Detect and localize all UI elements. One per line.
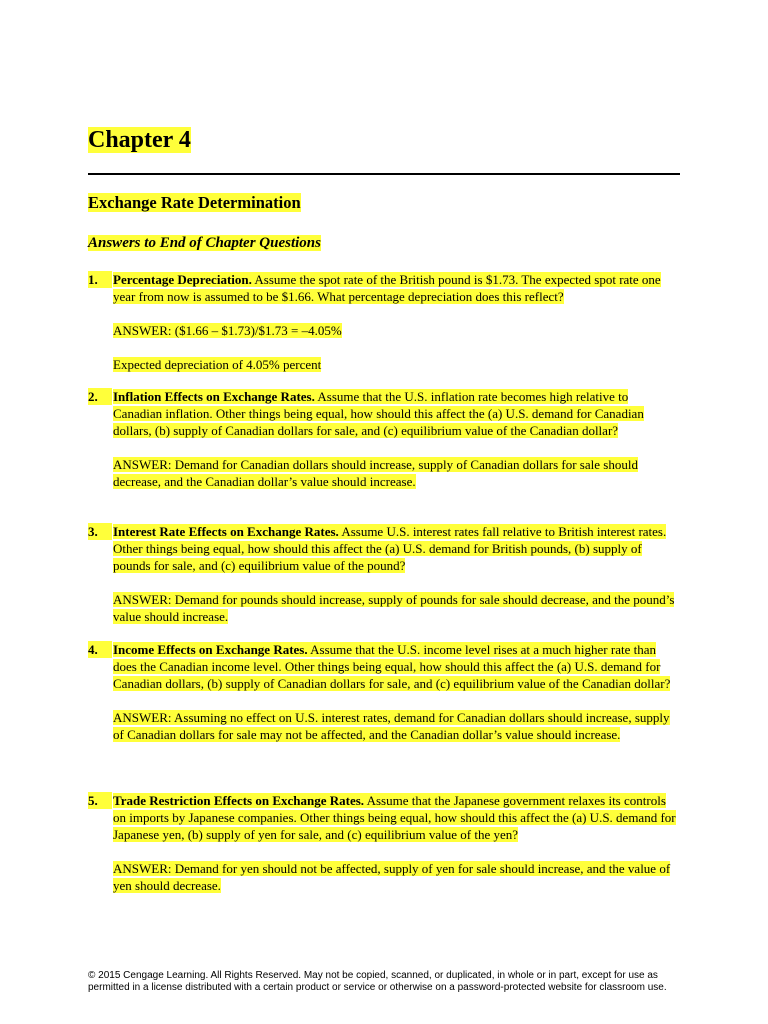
question-number: 4.	[88, 641, 112, 658]
answer: ANSWER: Assuming no effect on U.S. interest rates, demand for Canadian dollars should increase, supply of Canadian dollars for sale may not be affected, and the Canadian dollar’s value should increase.	[113, 710, 670, 742]
question-text: Income Effects on Exchange Rates. Assume that the U.S. income level rises at a much higher rate than does the Canadian income level. Other things being equal, how should this affect the (a) U.S. demand for Canadian dollars, (b) supply of Canadian dollars for sale, and (c) equilibrium value of the Canadian dollar?	[113, 642, 671, 691]
subtitle: Answers to End of Chapter Questions	[88, 235, 321, 251]
question-4	[88, 641, 680, 743]
question-5	[88, 792, 680, 894]
section-title: Exchange Rate Determination	[88, 193, 301, 212]
title-divider	[88, 173, 680, 175]
question-number: 1.	[88, 271, 112, 288]
question-text: Interest Rate Effects on Exchange Rates. Assume U.S. interest rates fall relative to British interest rates. Other things being equal, how should this affect the (a) U.S. demand for British pounds, (b) supply of pounds for sale, and (c) equilibrium value of the pound?	[113, 524, 667, 573]
answer: ANSWER: ($1.66 – $1.73)/$1.73 = –4.05%	[113, 323, 342, 338]
copyright-footer: © 2015 Cengage Learning. All Rights Reserved. May not be copied, scanned, or duplicated, in whole or in part, except for use as permitted in a license distributed with a certain product or service or otherwise on a password-protected website for classroom use.	[88, 970, 667, 993]
question-heading: Income Effects on Exchange Rates.	[113, 642, 308, 657]
answer: ANSWER: Demand for Canadian dollars should increase, supply of Canadian dollars for sale should decrease, and the Canadian dollar’s value should increase.	[113, 457, 638, 489]
question-number: 3.	[88, 523, 112, 540]
question-text: Inflation Effects on Exchange Rates. Assume that the U.S. inflation rate becomes high relative to Canadian inflation. Other things being equal, how should this affect the (a) U.S. demand for Canadian dollars, (b) supply of Canadian dollars for sale, and (c) equilibrium value of the Canadian dollar?	[113, 389, 644, 438]
question-heading: Interest Rate Effects on Exchange Rates.	[113, 524, 339, 539]
question-2	[88, 388, 680, 490]
chapter-title: Chapter 4	[88, 127, 191, 153]
question-text: Trade Restriction Effects on Exchange Rates. Assume that the Japanese government relaxes its controls on imports by Japanese companies. Other things being equal, how should this affect the (a) U.S. demand for Japanese yen, (b) supply of yen for sale, and (c) equilibrium value of the yen?	[113, 793, 676, 842]
question-heading: Trade Restriction Effects on Exchange Rates.	[113, 793, 365, 808]
question-3	[88, 523, 680, 625]
question-1	[88, 271, 680, 373]
question-heading: Percentage Depreciation.	[113, 272, 252, 287]
question-number: 5.	[88, 792, 112, 809]
question-heading: Inflation Effects on Exchange Rates.	[113, 389, 315, 404]
answer-note: Expected depreciation of 4.05% percent	[113, 357, 322, 372]
answer: ANSWER: Demand for yen should not be affected, supply of yen for sale should increase, and the value of yen should decrease.	[113, 861, 671, 893]
answer: ANSWER: Demand for pounds should increase, supply of pounds for sale should decrease, and the pound’s value should increase.	[113, 592, 675, 624]
question-number: 2.	[88, 388, 112, 405]
question-text: Percentage Depreciation. Assume the spot rate of the British pound is $1.73. The expected spot rate one year from now is assumed to be $1.66. What percentage depreciation does this reflect?	[113, 272, 661, 304]
